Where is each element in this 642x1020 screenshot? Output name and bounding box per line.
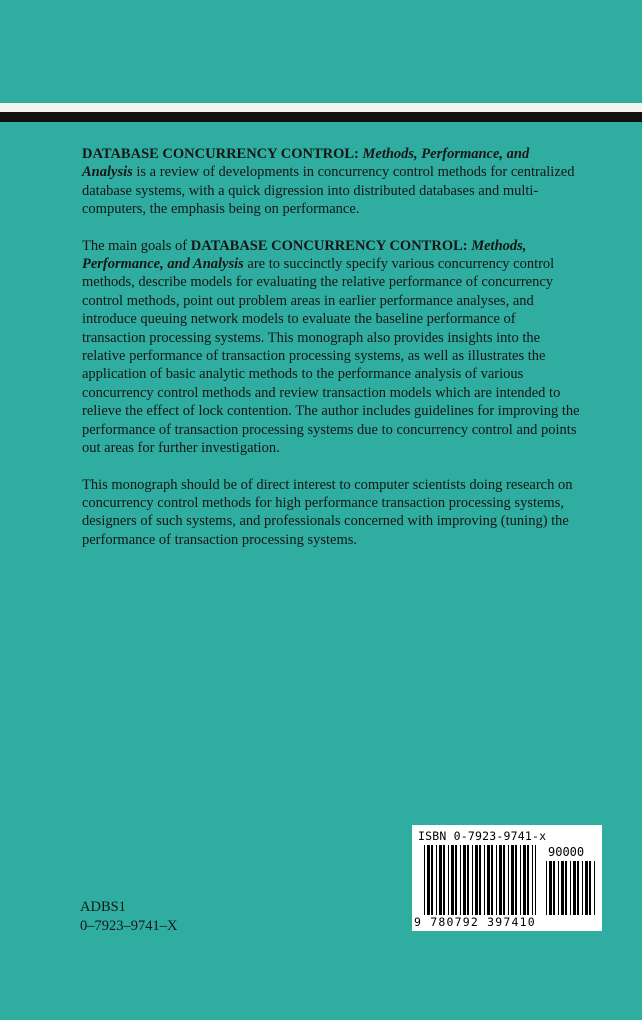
barcode	[412, 825, 602, 931]
blurb-paragraph-1	[82, 145, 582, 219]
catalog-codes	[80, 898, 177, 936]
blurb-paragraph-3	[82, 476, 582, 550]
paragraph-1-text: is a review of developments in concurrency control methods for centralized database systems, with a quick digression into distributed databases and multi-computers, the emphasis being on performance.	[82, 164, 575, 218]
barcode-isbn-label: ISBN 0-7923-9741-x	[418, 829, 547, 843]
book-subtitle: Methods, Performance, and Analysis	[82, 237, 527, 273]
barcode-price-code: 90000	[548, 845, 585, 859]
book-subtitle: Methods, Performance, and Analysis	[82, 146, 530, 181]
paragraph-3-text: This monograph should be of direct interest to computer scientists doing research on concurrency control methods for high performance transaction processing systems, designers of such systems, and professionals concerned with improving (tuning) the performance of transaction processing systems.	[82, 476, 573, 548]
book-title: DATABASE CONCURRENCY CONTROL:	[82, 146, 359, 162]
paragraph-2-text: are to succinctly specify various concurrency control methods, describe models for evaluating the relative performance of concurrency control methods, point out problem areas in earlier performance analyses, and introduce queuing network models to evaluate the baseline performance of transaction processing systems. This monograph also provides insights into the relative performance of transaction processing systems, as well as illustrates the application of basic analytic methods to the performance analysis of various concurrency control methods and review transaction models which are intended to relieve the effect of lock contention. The author includes guidelines for improving the performance of transaction processing systems due to concurrency control and points out areas for further investigation.	[82, 256, 580, 457]
paragraph-2-lead: The main goals of	[82, 237, 188, 254]
series-code: ADBS1	[80, 899, 126, 915]
isbn-code: 0–7923–9741–X	[80, 918, 178, 934]
barcode-ean-digits: 9 780792 397410	[414, 915, 536, 929]
book-title: DATABASE CONCURRENCY CONTROL:	[190, 237, 468, 254]
blurb-text	[82, 145, 582, 567]
blurb-paragraph-2	[82, 237, 582, 458]
top-black-stripe	[0, 112, 642, 122]
top-white-stripe	[0, 103, 642, 112]
